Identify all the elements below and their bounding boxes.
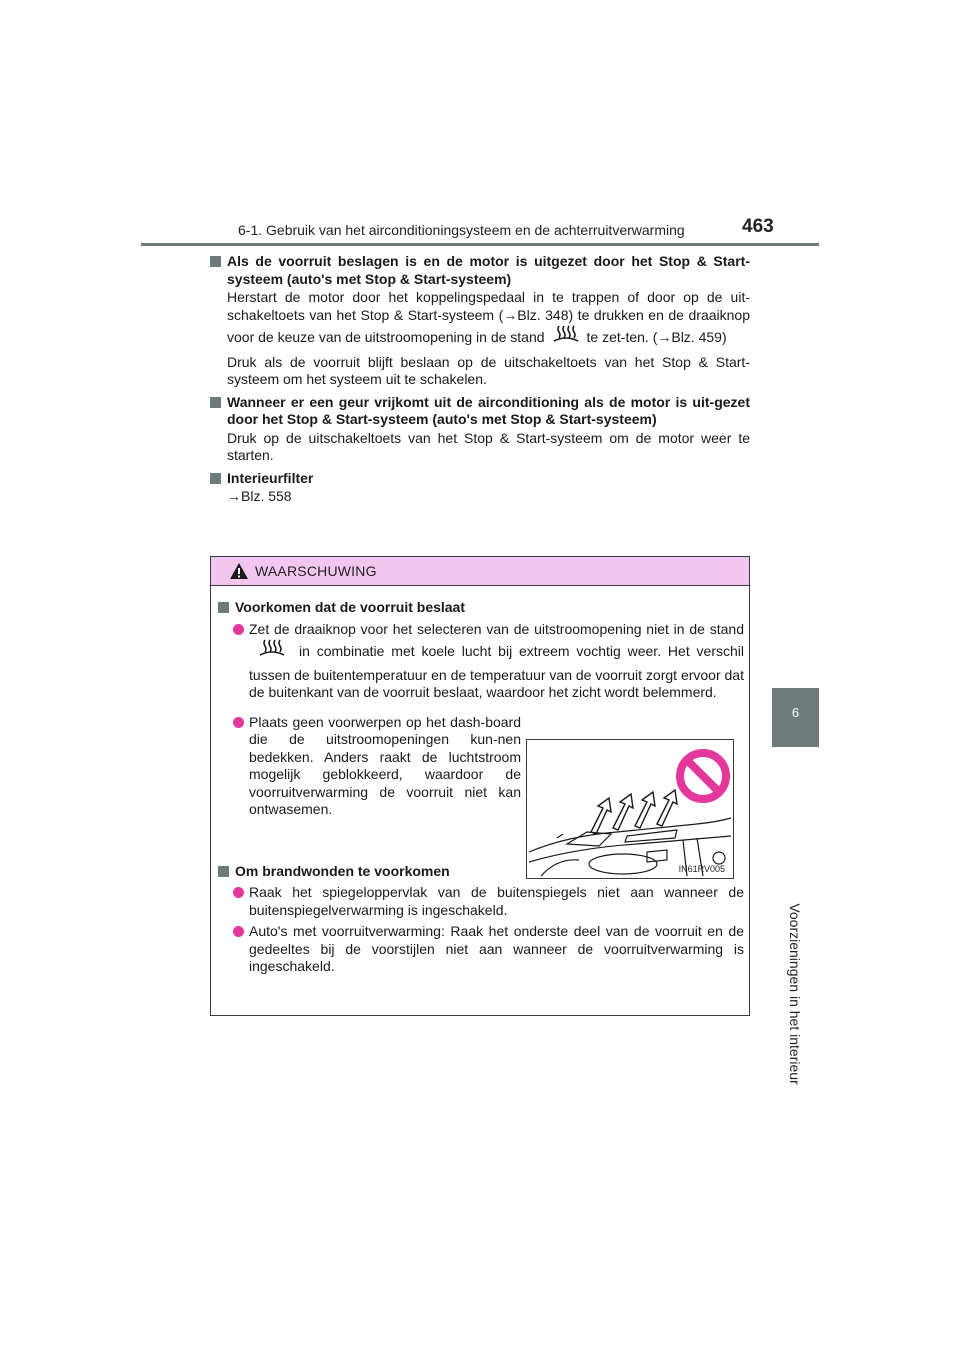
warning-bullet: Raak het spiegeloppervlak van de buitenspiegels niet aan wanneer de buitenspiegelverwarming is ingeschakeld. [218,884,744,919]
section-paragraph: Druk als de voorruit blijft beslaan op de uitschakeltoets van het Stop & Start-systeem om het systeem uit te schakelen. [227,353,750,387]
warning-bullet: Plaats geen voorwerpen op het dash-board die de uitstroomopeningen kun-nen bedekken. Anders raakt de luchtstroom mogelijk geblokkeerd, waardoor de voorruitverwarming de voorruit niet kan ontwasemen. [218,714,521,819]
warning-bullet: Auto's met voorruitverwarming: Raak het onderste deel van de voorruit en de gedeeltes bij de voorstijlen niet aan wanneer de voorruitverwarming is ingeschakeld. [218,923,744,976]
page-number: 463 [742,216,774,237]
chapter-tab[interactable] [772,688,819,747]
section-heading: Interieurfilter [210,470,750,488]
illustration-code: IN61RV005 [678,864,725,874]
section-heading: Als de voorruit beslagen is en de motor is uitgezet door het Stop & Start-systeem (auto's met Stop & Start-systeem) [210,253,750,288]
dashboard-illustration [526,739,734,879]
section-paragraph: Herstart de motor door het koppelingspedaal in te trappen of door op de uit-schakeltoets van het Stop & Start-systeem (→Blz. 348) te drukken en de draaiknop voor de keuze van de uitstroomopening in de stand te zet-ten. (→Blz. 459) [210,289,750,353]
warning-section-heading: Om brandwonden te voorkomen [218,863,744,881]
chapter-tab-number: 6 [791,705,800,720]
square-bullet-icon [210,397,221,408]
round-bullet-icon [233,717,244,728]
warning-title: WAARSCHUWING [255,563,377,579]
round-bullet-icon [233,926,244,937]
header-rule [141,243,819,246]
main-content [210,253,750,506]
square-bullet-icon [210,256,221,267]
windshield-defroster-icon [257,638,287,667]
chapter-side-label [787,903,803,1085]
section-heading: Wanneer er een geur vrijkomt uit de airconditioning als de motor is uit-gezet door het Stop & Start-systeem (auto's met Stop & Start-systeem) [210,394,750,429]
dashboard-airflow-drawing [527,740,733,878]
windshield-defroster-icon [551,324,581,353]
warning-header [211,557,749,586]
square-bullet-icon [210,473,221,484]
round-bullet-icon [233,624,244,635]
section-paragraph: Druk op de uitschakeltoets van het Stop & Start-systeem om de motor weer te starten. [227,429,750,463]
warning-bullet: Zet de draaiknop voor het selecteren van de uitstroomopening niet in de standin combinatie met koele lucht bij extreem vochtig weer. Het verschil tussen de buitentemperatuur en de temperatuur van de voorruit zorgt ervoor dat de buitenkant van de voorruit beslaat, waardoor het zicht wordt belemmerd. [218,621,744,702]
chapter-side-label-text: Voorzieningen in het interieur [787,903,803,1085]
chapter-title: 6-1. Gebruik van het airconditioningsysteem en de achterruitverwarming [238,222,685,238]
square-bullet-icon [218,602,229,613]
warning-triangle-icon [230,563,248,579]
warning-section-heading: Voorkomen dat de voorruit beslaat [218,599,744,617]
page-reference[interactable]: →Blz. 558 [227,488,292,504]
square-bullet-icon [218,866,229,877]
round-bullet-icon [233,887,244,898]
warning-box [210,556,750,1016]
